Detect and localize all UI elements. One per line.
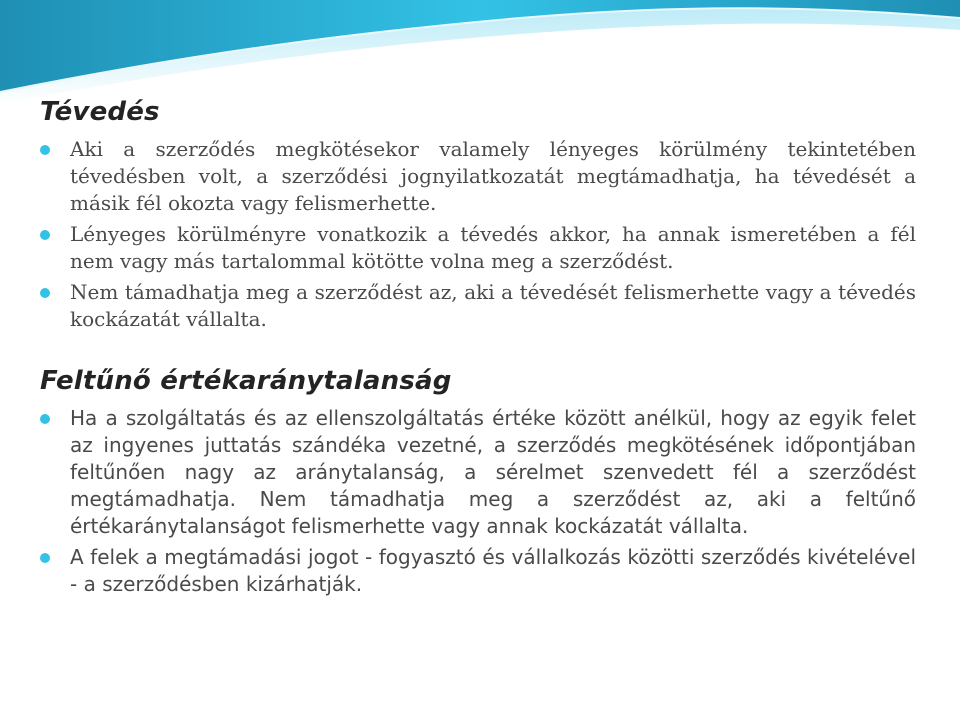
bullet-text: A felek a megtámadási jogot - fogyasztó és vállalkozás közötti szerződés kivételével - a szerződésben kizárhatják. xyxy=(70,545,916,596)
bullet-dot-icon xyxy=(40,145,50,155)
bullet-text: Aki a szerződés megkötésekor valamely lényeges körülmény tekintetében tévedésben volt, a szerződési jognyilatkozatát megtámadhatja, ha tévedését a másik fél okozta vagy felismerhette. xyxy=(70,137,916,215)
bullet-dot-icon xyxy=(40,230,50,240)
bullet-dot-icon xyxy=(40,288,50,298)
bullet-dot-icon xyxy=(40,553,50,563)
bullet-item xyxy=(40,221,916,275)
slide-content xyxy=(40,92,916,602)
bullet-dot-icon xyxy=(40,414,50,424)
bullet-list-tevedes xyxy=(40,136,916,333)
bullet-text: Ha a szolgáltatás és az ellenszolgáltatás értéke között anélkül, hogy az egyik felet az ingyenes juttatás szándéka vezetné, a szerződés megkötésének időpontjában feltűnően nagy az aránytalanság, a sérelmet szenvedett fél a szerződést megtámadhatja. Nem támadhatja meg a szerződést az, aki a feltűnő értékaránytalanságot felismerhette vagy annak kockázatát vállalta. xyxy=(70,406,916,538)
bullet-item xyxy=(40,136,916,217)
bullet-text: Lényeges körülményre vonatkozik a tévedés akkor, ha annak ismeretében a fél nem vagy más tartalommal kötötte volna meg a szerződést. xyxy=(70,222,916,273)
section-title-feltuno-ertekaranytalansag: Feltűnő értékaránytalanság xyxy=(40,366,452,396)
bullet-item xyxy=(40,279,916,333)
bullet-item xyxy=(40,405,916,540)
bullet-item xyxy=(40,544,916,598)
bullet-text: Nem támadhatja meg a szerződést az, aki a tévedését felismerhette vagy a tévedés kockázatát vállalta. xyxy=(70,280,916,331)
section-title-tevedes: Tévedés xyxy=(40,97,160,127)
bullet-list-feltuno xyxy=(40,405,916,598)
